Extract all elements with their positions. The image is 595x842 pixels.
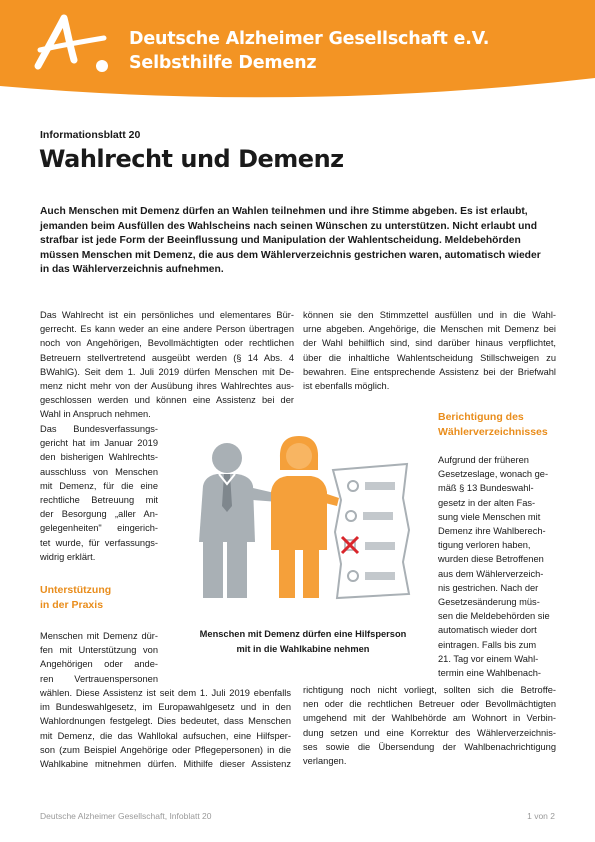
text-line: sung viele Menschen mit: [438, 511, 541, 522]
lead-line: Auch Menschen mit Demenz dürfen an Wahlen teilnehmen und ihre Stimme abgeben. Es ist erlaubt,: [40, 206, 528, 217]
text-line: richtigung noch nicht vorliegt, sollten sich die Betroffe-: [303, 685, 556, 695]
text-line: menz nicht mehr von der Ausübung ihres Wahlrechtes aus-: [40, 381, 294, 392]
text-line: Angehörigen oder ande-: [40, 659, 158, 670]
text-line: geschlossen werden und können eine Assistenz bei der: [40, 395, 294, 406]
text-line: ausschluss von Menschen: [40, 466, 158, 477]
text-line: Das Wahlrecht ist ein persönliches und elementares Bür-: [40, 310, 294, 320]
text-line: der Wahl behilflich sind, sind darüber hinaus verpflichtet,: [303, 338, 556, 349]
text-line: können sie den Stimmzettel ausfüllen und in die Wahl-: [303, 310, 556, 320]
text-line: Demenz ihre Wahlberech-: [438, 526, 546, 537]
col2-register-paragraph: [438, 453, 558, 680]
org-line-1: Deutsche Alzheimer Gesellschaft e.V.: [129, 29, 490, 49]
man-figure-icon: [199, 443, 279, 598]
text-line: Aufgrund der früheren: [438, 455, 529, 465]
lead-line: in das Wählerverzeichnis aufnehmen.: [40, 264, 224, 275]
text-line: mit Demenz, für die eine: [40, 480, 158, 491]
text-line: Das Bundesverfassungs-: [40, 424, 158, 434]
text-line: wurden diese Betroffenen: [438, 554, 544, 565]
org-line-2: Selbsthilfe Demenz: [129, 53, 317, 73]
text-line: ist ebenfalls möglich.: [303, 381, 390, 392]
subheading-line: Wählerverzeichnisses: [438, 425, 548, 438]
caption-line: mit in die Wahlkabine nehmen: [236, 643, 370, 654]
text-line: gesetz in der alten Fas-: [438, 497, 536, 508]
text-line: rechtliche Betreuung mit: [40, 495, 158, 506]
text-line: mäß § 13 Bundeswahl-: [438, 483, 534, 494]
text-line: tet wurde, für verfassungs-: [40, 537, 158, 548]
subheading-support: [40, 583, 111, 612]
lead-line: müssen Menschen mit Demenz, die aus dem Wählerverzeichnis gestrichen waren, automatisch wieder: [40, 249, 541, 261]
col1-support-paragraph: [40, 629, 158, 686]
ballot-paper-icon: [333, 464, 409, 598]
text-line: fen mit Unterstützung von: [40, 645, 158, 656]
text-line: gericht hat im Januar 2019: [40, 438, 158, 449]
lead-line: jemanden beim Ausfüllen des Wahlscheins nach seinen Wünschen zu unterstützen. Nicht erlaubt und: [40, 220, 537, 232]
caption-line: Menschen mit Demenz dürfen eine Hilfsperson: [199, 629, 407, 639]
text-line: nen oder die rechtlichen Betreuer oder Bevollmächtigten: [303, 699, 556, 710]
page-title: Wahlrecht und Demenz: [39, 145, 344, 173]
subheading-register: [438, 410, 548, 439]
col1-court-paragraph: [40, 422, 158, 564]
col1-bottom-paragraph: [40, 686, 291, 771]
footer-source: Deutsche Alzheimer Gesellschaft, Infoblatt 20: [40, 811, 212, 821]
subheading-line: Unterstützung: [40, 584, 112, 596]
subheading-line: in der Praxis: [40, 598, 104, 611]
text-line: widrig erklärt.: [40, 551, 96, 562]
text-line: noch von Angehörigen, Bevollmächtigten oder rechtlichen: [40, 338, 294, 349]
text-line: Betreuern stellvertretend ausgeübt werden (§ 14 Abs. 4: [40, 352, 294, 363]
text-line: aus dem Wählerverzeich-: [438, 568, 544, 579]
col2-bottom-paragraph: [303, 683, 556, 768]
subheading-line: Berichtigung des: [438, 411, 524, 423]
text-line: Wahl in Anspruch nehmen.: [40, 409, 151, 420]
text-line: bewahren. Eine entsprechende Assistenz bei der Briefwahl: [303, 366, 556, 377]
header-band: [0, 0, 595, 100]
illustration-caption: [188, 627, 418, 656]
text-line: gerrecht. Es kann weder an eine andere Person übertragen: [40, 324, 294, 335]
text-line: Menschen mit Demenz dür-: [40, 631, 158, 641]
text-line: nis gestrichen. Nach der: [438, 582, 539, 593]
text-line: gelegenheiten" eingerich-: [40, 523, 158, 534]
text-line: Gesetzesänderung müs-: [438, 597, 540, 608]
woman-figure-icon: [271, 436, 339, 598]
text-line: sen die Meldebehörden sie: [438, 611, 550, 622]
col2-intro-paragraph: [303, 308, 556, 393]
text-line: wählen. Diese Assistenz ist seit dem 1. Juli 2019 ebenfalls: [40, 688, 291, 698]
text-line: ses sowie die Übersendung der Wahlbenachrichtigung: [303, 741, 556, 752]
text-line: son (zum Beispiel Angehörige oder Pflegepersonen) in die: [40, 744, 291, 755]
text-line: Wahlordnungen festgelegt. Dies bedeutet, dass Menschen: [40, 716, 291, 727]
text-line: mit Demenz, die das Wahllokal aufsuchen, eine Hilfsper-: [40, 730, 291, 741]
text-line: Gesetzeslage, wonach ge-: [438, 469, 549, 480]
text-line: automatisch wieder dort: [438, 625, 537, 636]
text-line: dung setzen und eine Korrektur des Wählerverzeichnis-: [303, 727, 556, 738]
text-line: tigung verloren haben,: [438, 540, 531, 551]
text-line: urne abgeben. Angehörige, die Menschen mit Demenz bei: [303, 324, 556, 335]
document-kicker: Informationsblatt 20: [40, 129, 141, 141]
text-line: termin eine Wahlbenach-: [438, 668, 542, 679]
lead-line: strafbar ist jede Form der Beeinflussung und Manipulation der Wahlentscheidung. Meldebehörden: [40, 235, 521, 246]
text-line: 21. Tag vor einem Wahl-: [438, 653, 539, 664]
text-line: umgehend mit der Wahlbehörde am Wohnort in Verbin-: [303, 713, 556, 724]
text-line: im Bundeswahlgesetz, im Europawahlgesetz und in den: [40, 702, 291, 713]
text-line: über die inhaltliche Wahlentscheidung Stillschweigen zu: [303, 352, 556, 363]
footer-page-number: 1 von 2: [527, 811, 555, 821]
text-line: Wahlkabine mitnehmen dürfen. Mithilfe dieser Assistenz: [40, 759, 291, 770]
voting-assistance-illustration: [175, 430, 425, 610]
col1-intro-paragraph: [40, 308, 294, 422]
text-line: BWahlG). Seit dem 1. Juli 2019 dürfen Menschen mit De-: [40, 366, 294, 377]
lead-paragraph: [40, 205, 555, 278]
text-line: verlangen.: [303, 756, 347, 767]
text-line: eintragen. Falls bis zum: [438, 639, 537, 650]
text-line: den bisherigen Wahlrechts-: [40, 452, 158, 463]
organization-name: [129, 27, 489, 75]
text-line: ren Vertrauenspersonen: [40, 673, 158, 684]
text-line: der Besorgung „aller An-: [40, 509, 158, 520]
